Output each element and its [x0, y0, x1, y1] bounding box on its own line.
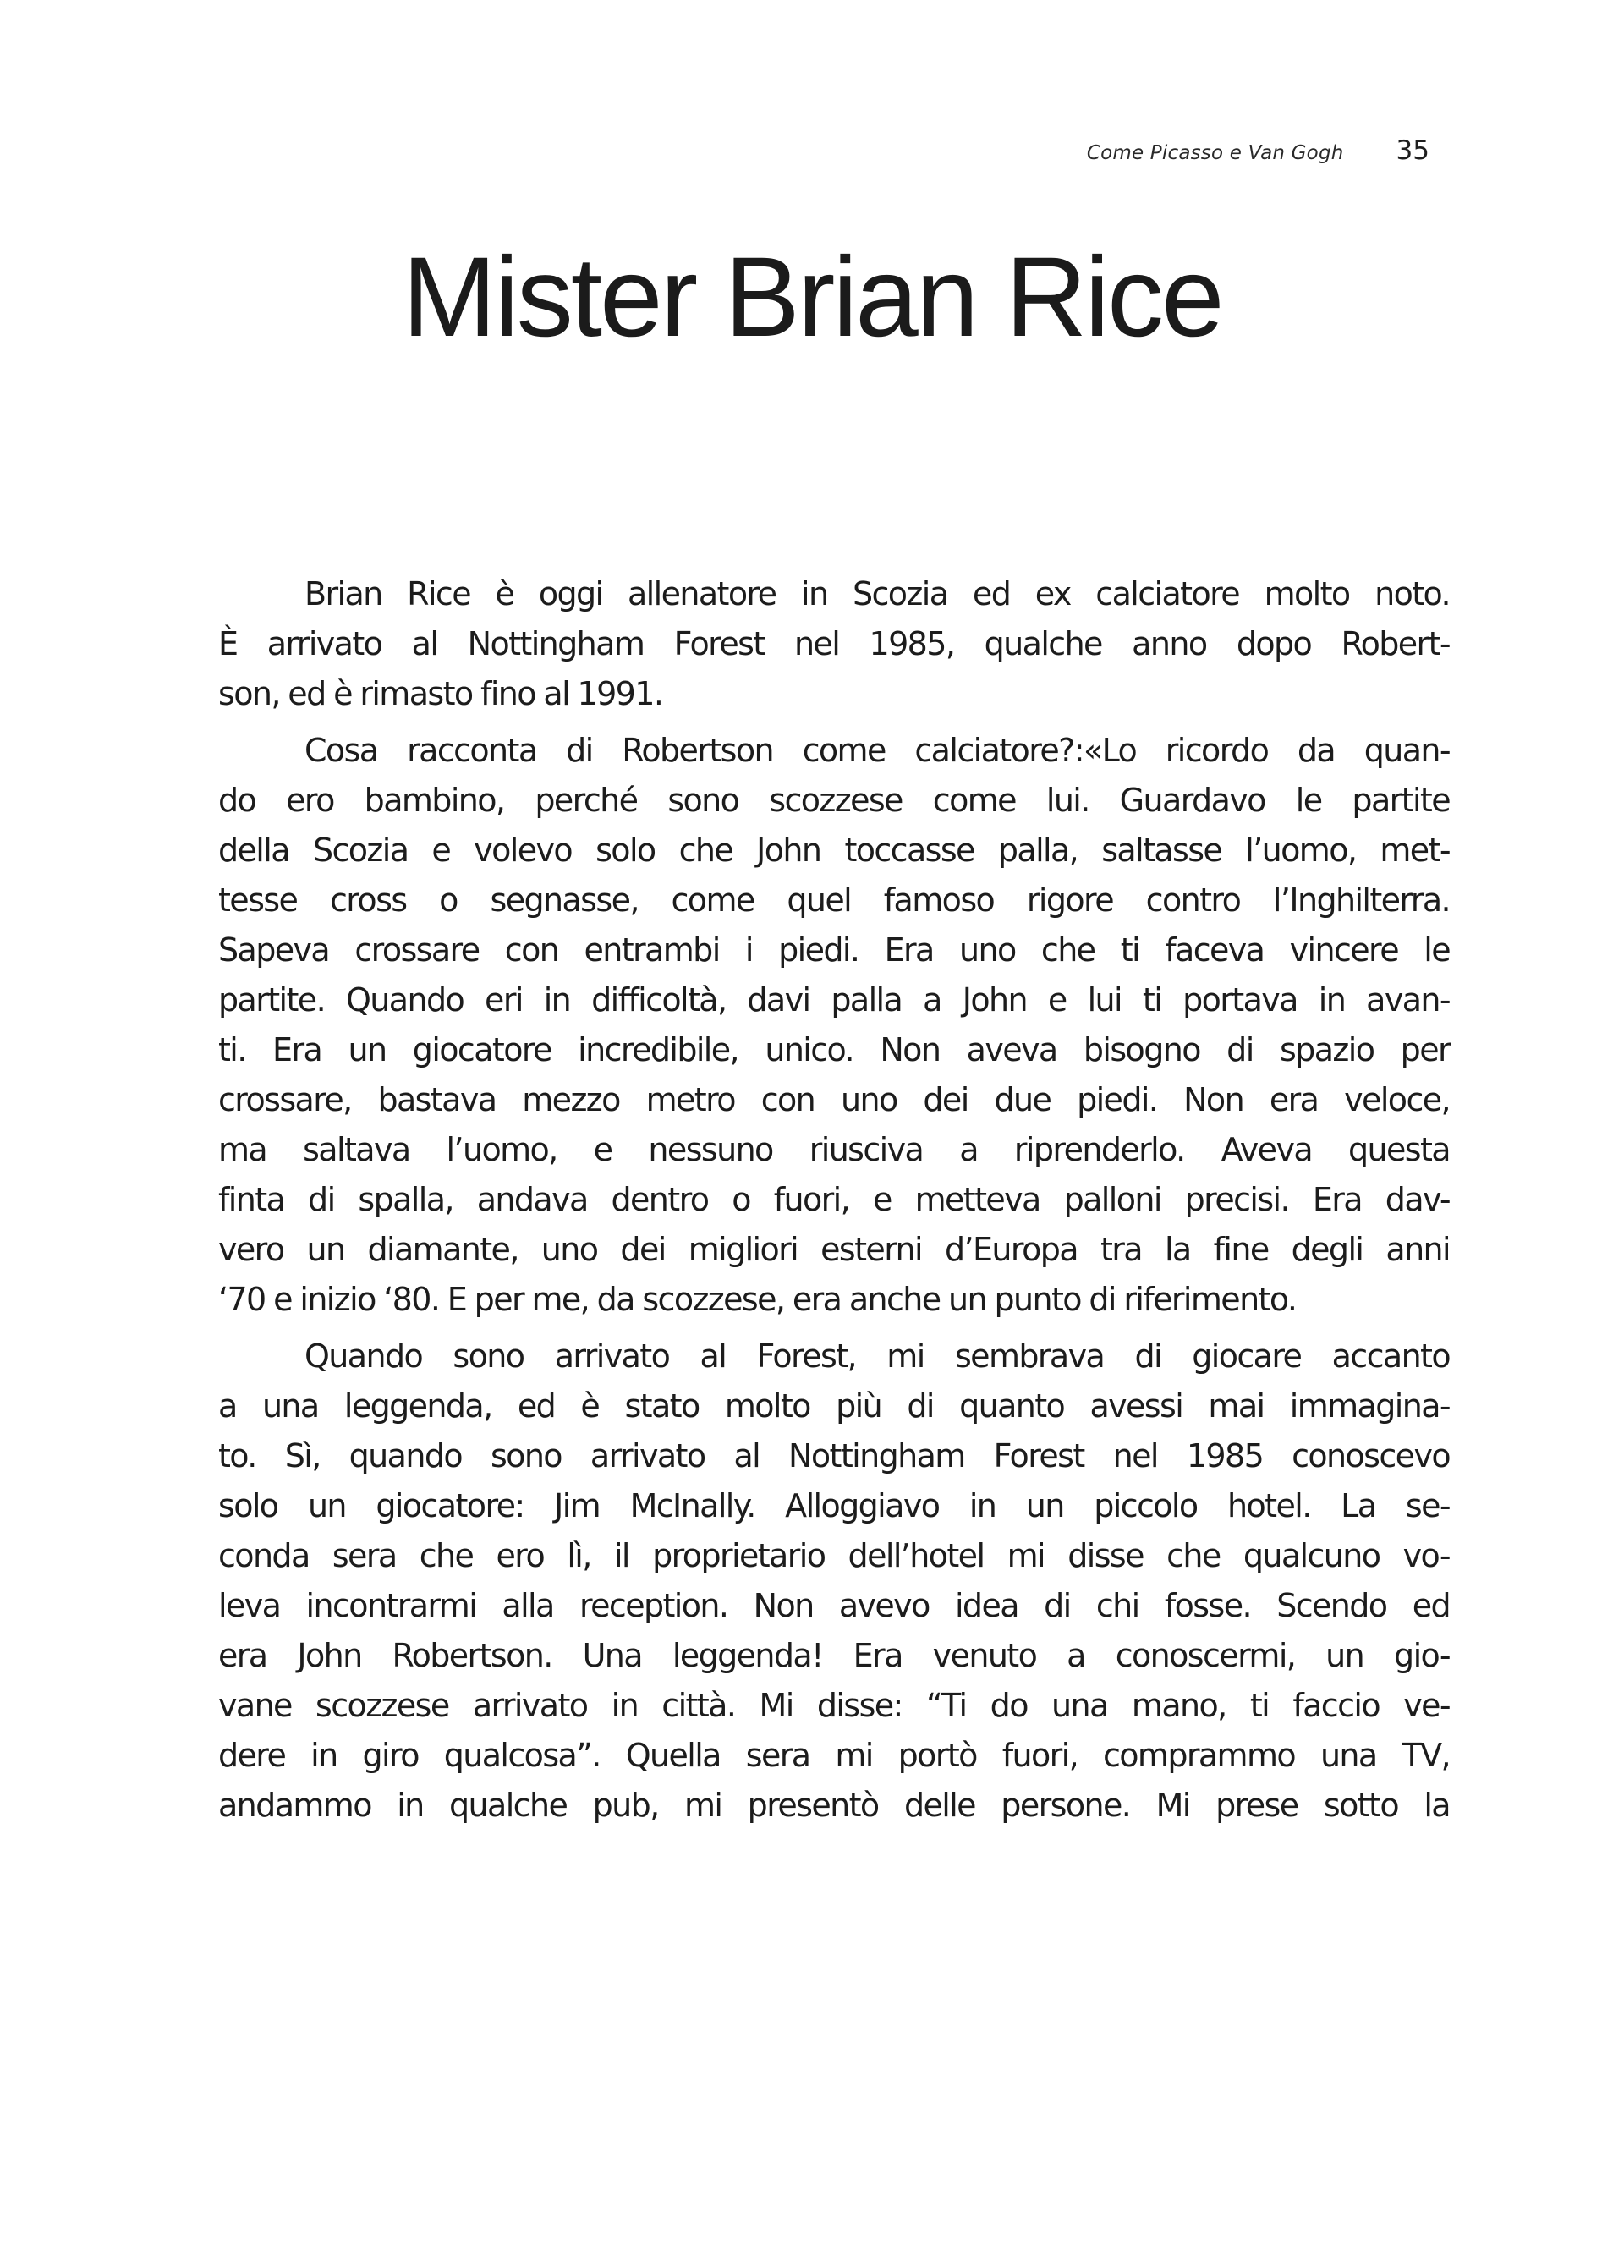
- paragraph: [218, 726, 1450, 1325]
- text-line: Brian Rice è oggi allenatore in Scozia ed ex calciatore molto noto.: [304, 575, 1450, 612]
- paragraph: [218, 1332, 1450, 1831]
- text-line: Sapeva crossare con entrambi i piedi. Era uno che ti faceva vincere le: [218, 931, 1450, 969]
- page-number: 35: [1396, 135, 1429, 166]
- text-line: ‘70 e inizio ‘80. E per me, da scozzese, era anche un punto di riferimento.: [218, 1281, 1297, 1318]
- text-line: finta di spalla, andava dentro o fuori, e metteva palloni precisi. Era dav-: [218, 1181, 1450, 1218]
- text-line: solo un giocatore: Jim McInally. Alloggiavo in un piccolo hotel. La se-: [218, 1487, 1450, 1524]
- body-text: [218, 569, 1450, 1837]
- text-line: andammo in qualche pub, mi presentò delle persone. Mi prese sotto la: [218, 1787, 1450, 1824]
- text-line: dere in giro qualcosa”. Quella sera mi portò fuori, comprammo una TV,: [218, 1737, 1450, 1774]
- text-line: della Scozia e volevo solo che John toccasse palla, saltasse l’uomo, met-: [218, 832, 1450, 869]
- text-line: leva incontrarmi alla reception. Non avevo idea di chi fosse. Scendo ed: [218, 1587, 1450, 1624]
- text-line: Cosa racconta di Robertson come calciatore?:«Lo ricordo da quan-: [304, 732, 1450, 769]
- text-line: tesse cross o segnasse, come quel famoso rigore contro l’Inghilterra.: [218, 881, 1450, 919]
- text-line: to. Sì, quando sono arrivato al Nottingham Forest nel 1985 conoscevo: [218, 1437, 1450, 1474]
- text-line: a una leggenda, ed è stato molto più di quanto avessi mai immagina-: [218, 1387, 1450, 1425]
- text-line: do ero bambino, perché sono scozzese come lui. Guardavo le partite: [218, 782, 1450, 819]
- text-line: conda sera che ero lì, il proprietario dell’hotel mi disse che qualcuno vo-: [218, 1537, 1450, 1574]
- text-line: Quando sono arrivato al Forest, mi sembrava di giocare accanto: [304, 1337, 1450, 1375]
- running-header: [1015, 135, 1429, 169]
- text-line: vero un diamante, uno dei migliori esterni d’Europa tra la fine degli anni: [218, 1231, 1450, 1268]
- text-line: vane scozzese arrivato in città. Mi disse: “Ti do una mano, ti faccio ve-: [218, 1687, 1450, 1724]
- paragraph: [218, 569, 1450, 719]
- text-line: era John Robertson. Una leggenda! Era venuto a conoscermi, un gio-: [218, 1637, 1450, 1674]
- text-line: ma saltava l’uomo, e nessuno riusciva a riprenderlo. Aveva questa: [218, 1131, 1450, 1168]
- text-line: crossare, bastava mezzo metro con uno dei due piedi. Non era veloce,: [218, 1081, 1450, 1118]
- chapter-title: Mister Brian Rice: [402, 234, 1222, 360]
- text-line: ti. Era un giocatore incredibile, unico. Non aveva bisogno di spazio per: [218, 1031, 1450, 1068]
- text-line: È arrivato al Nottingham Forest nel 1985, qualche anno dopo Robert-: [218, 625, 1450, 662]
- text-line: son, ed è rimasto fino al 1991.: [218, 675, 663, 712]
- text-line: partite. Quando eri in difficoltà, davi palla a John e lui ti portava in avan-: [218, 981, 1450, 1019]
- running-title: Come Picasso e Van Gogh: [1086, 142, 1344, 164]
